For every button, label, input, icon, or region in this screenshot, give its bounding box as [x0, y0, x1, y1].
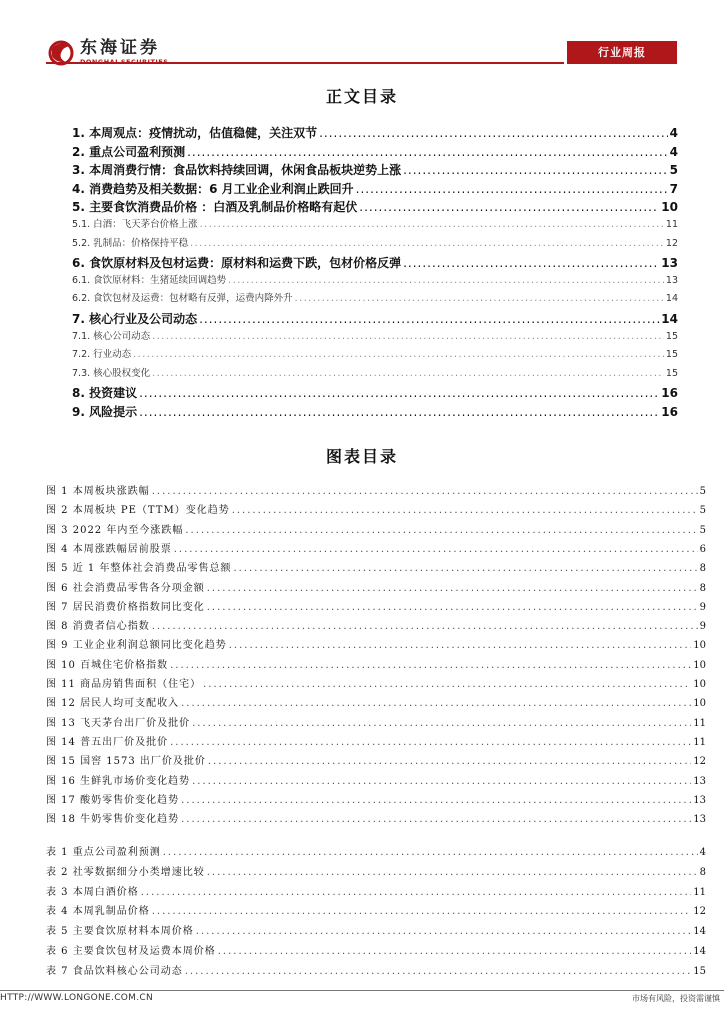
toc-entry[interactable]	[72, 217, 678, 233]
dot-leader	[152, 903, 692, 921]
entry-page-number: 10	[693, 679, 706, 690]
figure-entry[interactable]	[46, 695, 706, 713]
table-entry[interactable]	[46, 844, 706, 862]
figure-entry[interactable]	[46, 483, 706, 501]
table-entry[interactable]	[46, 943, 706, 961]
entry-label: 7. 核心行业及公司动态	[72, 312, 198, 326]
entry-label: 3. 本周消费行情：食品饮料持续回调，休闲食品板块逆势上涨	[72, 163, 402, 178]
toc-entry[interactable]	[72, 403, 678, 421]
dot-leader	[192, 715, 691, 733]
figure-list-title: 图表目录	[325, 447, 398, 466]
entry-page-number: 12	[693, 756, 706, 768]
entry-label: 1. 本周观点：疫情扰动，估值稳健，关注双节	[72, 126, 318, 140]
figure-entry[interactable]	[46, 734, 706, 752]
entry-page-number: 11	[693, 886, 706, 898]
dot-leader	[152, 329, 664, 345]
dot-leader	[139, 403, 659, 421]
entry-label: 表 2 社零数据细分小类增速比较	[46, 866, 205, 878]
toc-entry[interactable]	[72, 384, 678, 402]
entry-page-number: 7	[669, 181, 678, 196]
dot-leader	[208, 753, 691, 771]
entry-page-number: 13	[661, 256, 678, 271]
entry-page-number: 13	[693, 794, 706, 806]
dot-leader	[229, 637, 692, 655]
toc-entry[interactable]	[72, 291, 678, 307]
entry-label: 表 1 重点公司盈利预测	[46, 847, 161, 858]
entry-label: 5. 主要食饮消费品价格 ：白酒及乳制品价格略有起伏	[72, 200, 358, 215]
table-entry[interactable]	[46, 923, 706, 941]
entry-label: 图 1 本周板块涨跌幅	[46, 486, 150, 497]
entry-label: 7.3. 核心股权变化	[72, 367, 151, 379]
dot-leader	[356, 180, 668, 198]
dot-leader	[152, 366, 664, 382]
entry-page-number: 14	[693, 926, 706, 938]
figure-entry[interactable]	[46, 676, 706, 694]
entry-label: 图 11 商品房销售面积（住宅）	[46, 679, 202, 690]
entry-label: 7.1. 核心公司动态	[72, 330, 151, 342]
entry-page-number: 8	[699, 866, 706, 878]
dot-leader	[199, 310, 659, 328]
table-entry[interactable]	[46, 864, 706, 882]
figure-entry[interactable]	[46, 715, 706, 733]
entry-page-number: 15	[665, 367, 678, 379]
entry-label: 表 5 主要食饮原材料本周价格	[46, 926, 194, 938]
dot-leader	[200, 217, 664, 233]
entry-label: 图 2 本周板块 PE（TTM）变化趋势	[46, 505, 230, 517]
toc-entry[interactable]	[72, 347, 678, 363]
entry-page-number: 16	[661, 405, 678, 419]
entry-page-number: 14	[661, 312, 678, 326]
dot-leader	[233, 560, 697, 578]
toc-entry[interactable]	[72, 198, 678, 216]
entry-page-number: 4	[669, 144, 678, 159]
entry-label: 图 7 居民消费价格指数同比变化	[46, 601, 205, 613]
entry-page-number: 4	[669, 126, 678, 140]
entry-page-number: 12	[693, 906, 706, 918]
entry-label: 2. 重点公司盈利预测	[72, 144, 186, 159]
dot-leader	[319, 124, 668, 142]
dot-leader	[207, 864, 698, 882]
figure-entry[interactable]	[46, 522, 706, 540]
entry-label: 图 12 居民人均可支配收入	[46, 698, 180, 710]
toc-entry[interactable]	[72, 366, 678, 382]
entry-page-number: 8	[699, 582, 706, 594]
figure-entry[interactable]	[46, 502, 706, 520]
entry-page-number: 10	[661, 200, 678, 215]
entry-label: 8. 投资建议	[72, 386, 138, 401]
entry-label: 图 6 社会消费品零售各分项金额	[46, 582, 205, 594]
figure-entry[interactable]	[46, 599, 706, 617]
dot-leader	[218, 943, 692, 961]
entry-label: 图 3 2022 年内至今涨跌幅	[46, 524, 184, 536]
entry-label: 图 9 工业企业利润总额同比变化趋势	[46, 640, 227, 652]
dot-leader	[163, 844, 698, 862]
entry-label: 图 17 酸奶零售价变化趋势	[46, 794, 180, 806]
entry-page-number: 5	[669, 163, 678, 178]
figure-entry[interactable]	[46, 618, 706, 636]
dot-leader	[141, 884, 692, 902]
entry-page-number: 9	[699, 621, 706, 633]
dot-leader	[196, 923, 692, 941]
dot-leader	[170, 657, 691, 675]
entry-page-number: 14	[665, 293, 678, 305]
entry-label: 5.1. 白酒：飞天茅台价格上涨	[72, 219, 198, 230]
entry-page-number: 5	[699, 505, 706, 517]
entry-label: 图 10 百城住宅价格指数	[46, 659, 169, 671]
entry-page-number: 10	[693, 640, 706, 652]
footer-url: HTTP://WWW.LONGONE.COM.CN	[0, 993, 154, 1003]
entry-page-number: 12	[665, 237, 678, 249]
footer-disclaimer: 市场有风险，投资需谨慎	[632, 994, 720, 1003]
dot-leader	[181, 695, 691, 713]
footer-rule	[0, 990, 724, 991]
dot-leader	[181, 792, 691, 810]
entry-page-number: 4	[699, 847, 706, 858]
entry-label: 7.2. 行业动态	[72, 349, 132, 361]
figure-entry[interactable]	[46, 541, 706, 559]
entry-label: 图 4 本周涨跌幅居前股票	[46, 543, 172, 555]
toc-entry[interactable]	[72, 143, 678, 161]
dot-leader	[139, 384, 659, 402]
report-type-badge: 行业周报	[567, 41, 677, 64]
toc-entry[interactable]	[72, 180, 678, 198]
toc-entry[interactable]	[72, 273, 678, 289]
entry-page-number: 14	[693, 946, 706, 957]
dot-leader	[152, 618, 698, 636]
entry-page-number: 10	[693, 698, 706, 710]
entry-label: 4. 消费趋势及相关数据：6 月工业企业利润止跌回升	[72, 181, 354, 196]
entry-page-number: 5	[699, 486, 706, 497]
entry-page-number: 13	[665, 274, 678, 286]
entry-label: 图 18 牛奶零售价变化趋势	[46, 814, 180, 826]
entry-page-number: 16	[661, 386, 678, 401]
entry-label: 9. 风险提示	[72, 405, 138, 419]
entry-page-number: 15	[665, 330, 678, 342]
table-entry[interactable]	[46, 903, 706, 921]
toc-entry[interactable]	[72, 161, 678, 179]
entry-label: 图 15 国窖 1573 出厂价及批价	[46, 756, 206, 768]
figure-entry[interactable]	[46, 811, 706, 829]
entry-page-number: 11	[665, 219, 678, 230]
entry-label: 表 7 食品饮料核心公司动态	[46, 965, 183, 977]
dot-leader	[174, 541, 698, 559]
figure-entry[interactable]	[46, 637, 706, 655]
entry-label: 表 4 本周乳制品价格	[46, 906, 150, 918]
dot-leader	[190, 236, 664, 252]
entry-label: 图 16 生鲜乳市场价变化趋势	[46, 775, 191, 787]
dot-leader	[170, 734, 691, 752]
dot-leader	[181, 811, 691, 829]
entry-label: 表 3 本周白酒价格	[46, 886, 139, 898]
figure-entry[interactable]	[46, 792, 706, 810]
toc-entry[interactable]	[72, 124, 678, 142]
entry-label: 6.2. 食饮包材及运费：包材略有反弹，运费内降外升	[72, 293, 293, 305]
entry-page-number: 8	[699, 563, 706, 575]
dot-leader	[403, 254, 659, 272]
entry-page-number: 15	[665, 349, 678, 361]
dot-leader	[185, 522, 697, 540]
dot-leader	[185, 963, 692, 981]
dot-leader	[187, 143, 668, 161]
dot-leader	[203, 676, 691, 694]
dot-leader	[192, 773, 691, 791]
toc-entry[interactable]	[72, 329, 678, 345]
page-header	[0, 0, 724, 70]
entry-label: 图 13 飞天茅台出厂价及批价	[46, 717, 191, 729]
table-entry[interactable]	[46, 963, 706, 981]
figure-entry[interactable]	[46, 753, 706, 771]
entry-page-number: 6	[699, 543, 706, 555]
entry-page-number: 11	[693, 736, 706, 748]
entry-page-number: 13	[693, 775, 706, 787]
entry-label: 6. 食饮原材料及包材运费：原材料和运费下跌，包材价格反弹	[72, 256, 402, 271]
header-rule	[46, 62, 564, 64]
entry-label: 图 8 消费者信心指数	[46, 621, 150, 633]
entry-label: 图 14 普五出厂价及批价	[46, 736, 169, 748]
figure-entry[interactable]	[46, 560, 706, 578]
entry-label: 6.1. 食饮原材料：生猪延续回调趋势	[72, 274, 227, 286]
entry-page-number: 11	[693, 717, 706, 729]
entry-page-number: 5	[699, 524, 706, 536]
dot-leader	[228, 273, 664, 289]
toc-entry[interactable]	[72, 310, 678, 328]
dot-leader	[152, 483, 698, 501]
entry-label: 5.2. 乳制品：价格保持平稳	[72, 237, 189, 249]
logo-text-cn: 东海证券	[80, 38, 160, 58]
toc-title: 正文目录	[325, 87, 398, 106]
dot-leader	[133, 347, 664, 363]
entry-label: 图 5 近 1 年整体社会消费品零售总额	[46, 563, 232, 575]
dot-leader	[403, 161, 668, 179]
toc-entry[interactable]	[72, 254, 678, 272]
dot-leader	[207, 580, 698, 598]
dot-leader	[295, 291, 664, 307]
entry-page-number: 15	[693, 965, 706, 977]
figure-entry[interactable]	[46, 773, 706, 791]
entry-page-number: 9	[699, 601, 706, 613]
dot-leader	[232, 502, 698, 520]
figure-entry[interactable]	[46, 657, 706, 675]
entry-page-number: 10	[693, 659, 706, 671]
table-entry[interactable]	[46, 884, 706, 902]
toc-entry[interactable]	[72, 236, 678, 252]
dot-leader	[359, 198, 659, 216]
figure-entry[interactable]	[46, 580, 706, 598]
entry-page-number: 13	[693, 814, 706, 826]
entry-label: 表 6 主要食饮包材及运费本周价格	[46, 946, 216, 957]
dot-leader	[207, 599, 698, 617]
